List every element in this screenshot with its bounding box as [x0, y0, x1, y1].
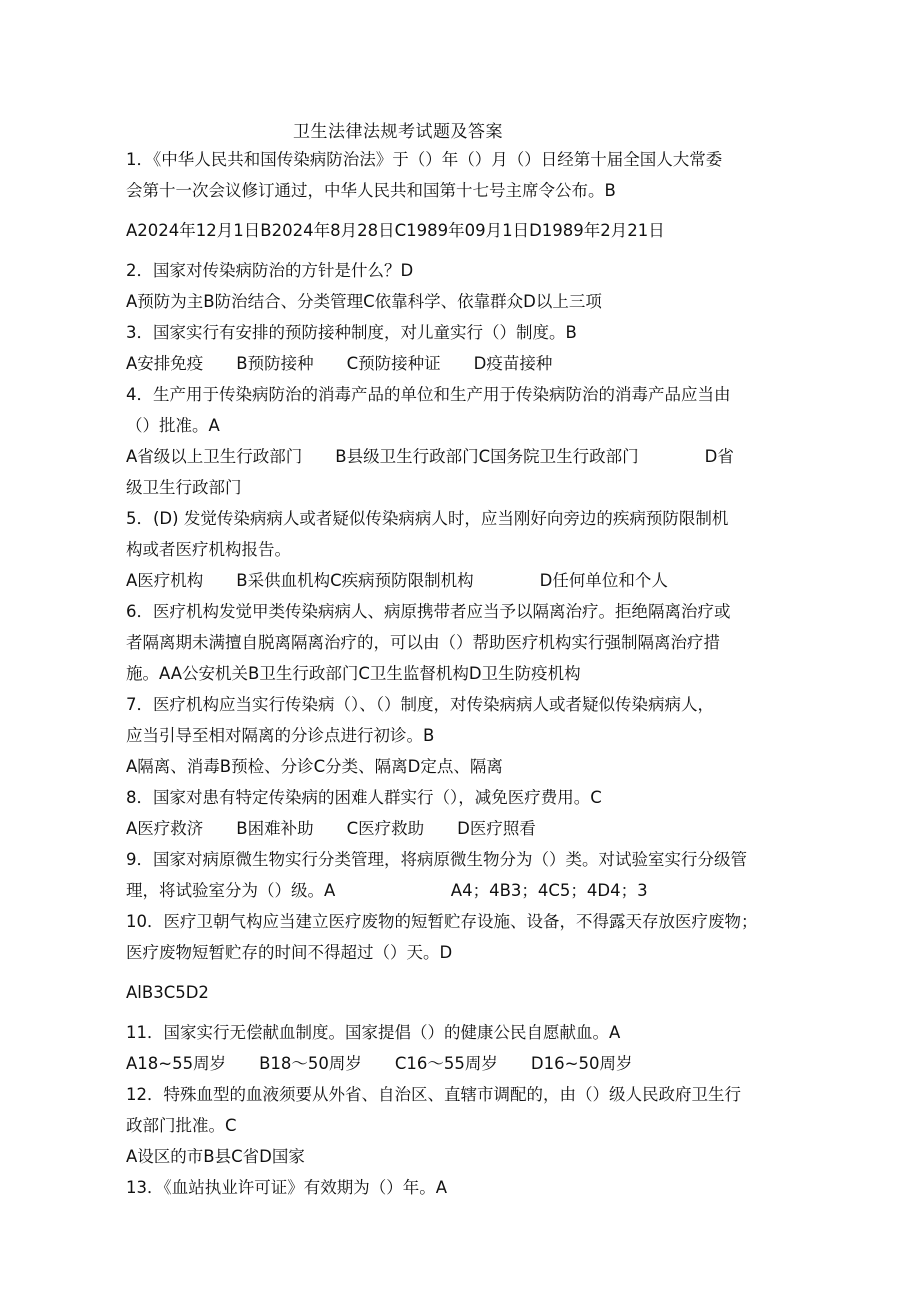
- text-line: A设区的市B县C省D国家: [126, 1147, 305, 1166]
- text-line: 3．国家实行有安排的预防接种制度，对儿童实行（）制度。B: [126, 323, 577, 342]
- document-title: 卫生法律法规考试题及答案: [293, 122, 503, 142]
- text-line: 8．国家对患有特定传染病的困难人群实行（），减免医疗费用。C: [126, 788, 602, 807]
- text-line: 应当引导至相对隔离的分诊点进行初诊。B: [126, 726, 435, 745]
- text-line: 构或者医疗机构报告。: [126, 540, 291, 559]
- text-line: A医疗机构 B采供血机构C疾病预防限制机构 D任何单位和个人: [126, 571, 668, 590]
- text-line: 9．国家对病原微生物实行分类管理，将病原微生物分为（）类。对试验室实行分级管: [126, 850, 747, 869]
- text-line: 施。AA公安机关B卫生行政部门C卫生监督机构D卫生防疫机构: [126, 664, 581, 683]
- text-line: 13．《血站执业许可证》有效期为（）年。A: [126, 1178, 448, 1197]
- text-line: AlB3C5D2: [126, 983, 209, 1002]
- text-line: A省级以上卫生行政部门 B县级卫生行政部门C国务院卫生行政部门 D省: [126, 447, 734, 466]
- text-line: 级卫生行政部门: [126, 478, 242, 497]
- text-line: （）批准。A: [126, 416, 220, 435]
- document-body: [126, 144, 826, 1203]
- text-line: A隔离、消毒B预检、分诊C分类、隔离D定点、隔离: [126, 757, 503, 776]
- text-line: A安排免疫 B预防接种 C预防接种证 D疫苗接种: [126, 354, 553, 373]
- text-line: 政部门批准。C: [126, 1116, 237, 1135]
- text-line: A医疗救济 B困难补助 C医疗救助 D医疗照看: [126, 819, 536, 838]
- text-line: 医疗废物短暂贮存的时间不得超过（）天。D: [126, 943, 453, 962]
- text-line: 理，将试验室分为（）级。A A4；4B3；4C5；4D4；3: [126, 881, 648, 900]
- text-line: A18~55周岁 B18～50周岁 C16～55周岁 D16~50周岁: [126, 1054, 633, 1073]
- text-line: 5．(D) 发觉传染病病人或者疑似传染病病人时，应当刚好向旁边的疾病预防限制机: [126, 509, 729, 528]
- text-line: 12．特殊血型的血液须要从外省、自治区、直辖市调配的，由（）级人民政府卫生行: [126, 1085, 741, 1104]
- text-line: 者隔离期未满擅自脱离隔离治疗的，可以由（）帮助医疗机构实行强制隔离治疗措: [126, 633, 720, 652]
- text-line: 11．国家实行无偿献血制度。国家提倡（）的健康公民自愿献血。A: [126, 1023, 621, 1042]
- text-line: A2024年12月1日B2024年8月28日C1989年09月1日D1989年2月21日: [126, 221, 665, 240]
- text-line: 会第十一次会议修订通过，中华人民共和国第十七号主席令公布。B: [126, 181, 616, 200]
- text-line: 4．生产用于传染病防治的消毒产品的单位和生产用于传染病防治的消毒产品应当由: [126, 385, 731, 404]
- text-line: 10．医疗卫朝气构应当建立医疗废物的短暂贮存设施、设备，不得露天存放医疗废物；: [126, 912, 758, 931]
- text-line: 1．《中华人民共和国传染病防治法》于（）年（）月（）日经第十届全国人大常委: [126, 150, 723, 169]
- text-line: 6．医疗机构发觉甲类传染病病人、病原携带者应当予以隔离治疗。拒绝隔离治疗或: [126, 602, 731, 621]
- text-line: 7．医疗机构应当实行传染病（）、（）制度，对传染病病人或者疑似传染病病人，: [126, 695, 714, 714]
- text-line: A预防为主B防治结合、分类管理C依靠科学、依靠群众D以上三项: [126, 292, 602, 311]
- text-line: 2．国家对传染病防治的方针是什么？D: [126, 261, 414, 280]
